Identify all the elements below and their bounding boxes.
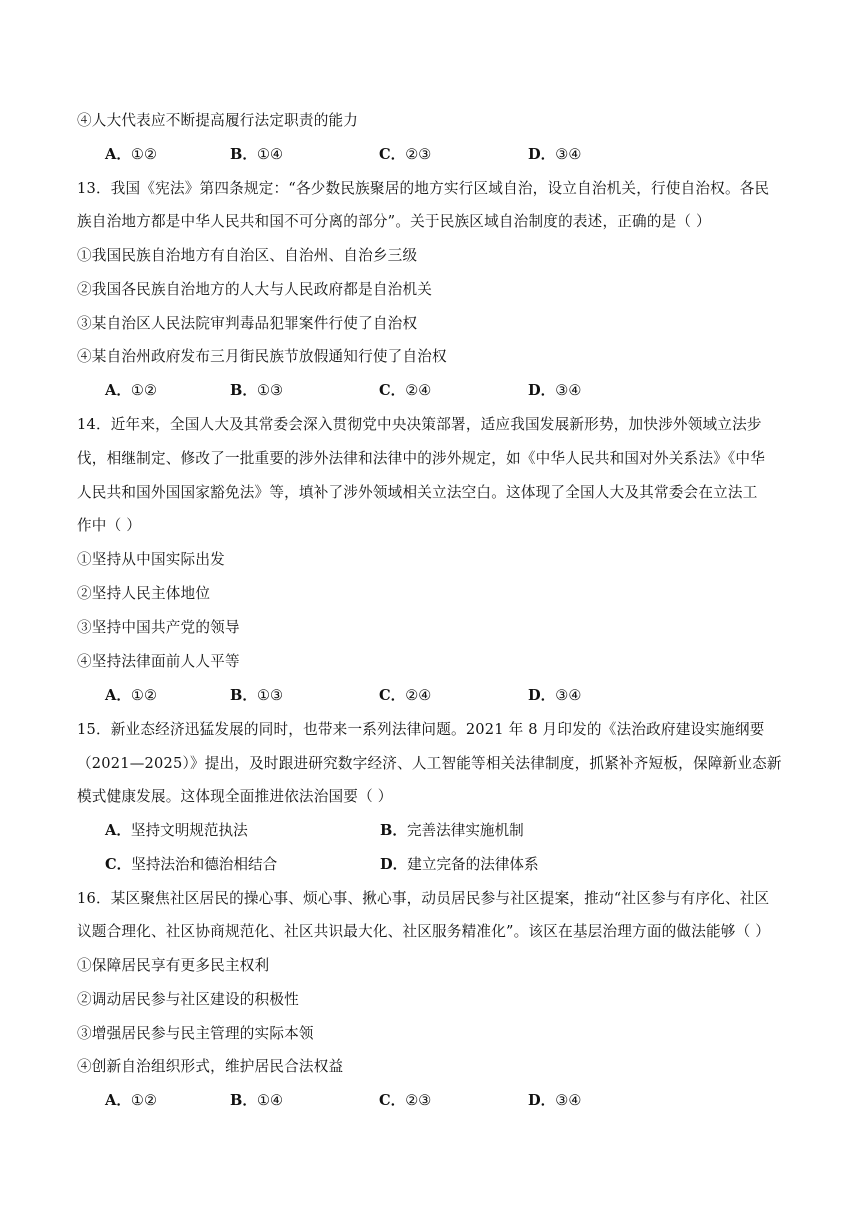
q13-option-d[interactable]: D．③④ — [528, 382, 582, 399]
q15-option-d[interactable]: D．建立完备的法律体系 — [380, 856, 539, 873]
q15-option-b[interactable]: B．完善法律实施机制 — [380, 822, 524, 839]
q16-statement-1: ①保障居民享有更多民主权利 — [77, 957, 270, 974]
q13-option-c[interactable]: C．②④ — [379, 382, 432, 399]
q15-stem-line-3: 模式健康发展。这体现全面推进依法治国要（ ） — [77, 788, 393, 805]
q14-option-d[interactable]: D．③④ — [528, 687, 582, 704]
q14-option-b[interactable]: B．①③ — [230, 687, 284, 704]
q13-statement-4: ④某自治州政府发布三月街民族节放假通知行使了自治权 — [77, 348, 447, 365]
q16-option-b[interactable]: B．①④ — [230, 1092, 284, 1109]
q16-statement-3: ③增强居民参与民主管理的实际本领 — [77, 1025, 314, 1042]
q14-statement-2: ②坚持人民主体地位 — [77, 585, 211, 602]
q13-stem-line-2: 族自治地方都是中华人民共和国不可分离的部分”。关于民族区域自治制度的表述，正确的是（ ） — [77, 213, 711, 230]
q14-option-c[interactable]: C．②④ — [379, 687, 432, 704]
q13-statement-1: ①我国民族自治地方有自治区、自治州、自治乡三级 — [77, 247, 418, 264]
q12-option-a[interactable]: A．①② — [105, 146, 158, 163]
q14-statement-3: ③坚持中国共产党的领导 — [77, 619, 240, 636]
q15-options-row-1 — [105, 821, 765, 841]
q15-option-a[interactable]: A．坚持文明规范执法 — [105, 822, 248, 839]
q12-option-c[interactable]: C．②③ — [379, 146, 432, 163]
q13-option-a[interactable]: A．①② — [105, 382, 158, 399]
q12-statement-4: ④人大代表应不断提高履行法定职责的能力 — [77, 112, 359, 129]
q14-statement-4: ④坚持法律面前人人平等 — [77, 653, 240, 670]
q15-option-c[interactable]: C．坚持法治和德治相结合 — [105, 856, 278, 873]
q13-statement-2: ②我国各民族自治地方的人大与人民政府都是自治机关 — [77, 281, 433, 298]
q14-statement-1: ①坚持从中国实际出发 — [77, 551, 225, 568]
q14-option-a[interactable]: A．①② — [105, 687, 158, 704]
q16-statement-2: ②调动居民参与社区建设的积极性 — [77, 991, 299, 1008]
q14-stem-line-2: 伐，相继制定、修改了一批重要的涉外法律和法律中的涉外规定，如《中华人民共和国对外关系法》《中华 — [77, 450, 766, 467]
q16-options — [105, 1091, 765, 1111]
q16-stem-line-2: 议题合理化、社区协商规范化、社区共识最大化、社区服务精准化”。该区在基层治理方面的做法能够（ ） — [77, 923, 771, 940]
q12-options — [105, 145, 765, 165]
q16-option-c[interactable]: C．②③ — [379, 1092, 432, 1109]
q15-options-row-2 — [105, 855, 765, 875]
q13-statement-3: ③某自治区人民法院审判毒品犯罪案件行使了自治权 — [77, 315, 418, 332]
q14-stem-line-1: 14．近年来，全国人大及其常委会深入贯彻党中央决策部署，适应我国发展新形势，加快涉外领域立法步 — [77, 416, 762, 433]
q12-option-d[interactable]: D．③④ — [528, 146, 582, 163]
q15-stem-line-2: （2021—2025）》提出，及时跟进研究数字经济、人工智能等相关法律制度，抓紧补齐短板，保障新业态新 — [77, 755, 782, 772]
q15-stem-line-1: 15．新业态经济迅猛发展的同时，也带来一系列法律问题。2021 年 8 月印发的《法治政府建设实施纲要 — [77, 721, 765, 738]
q13-options — [105, 381, 765, 401]
q16-option-a[interactable]: A．①② — [105, 1092, 158, 1109]
q14-stem-line-4: 作中（ ） — [77, 517, 142, 534]
q16-option-d[interactable]: D．③④ — [528, 1092, 582, 1109]
q14-options — [105, 686, 765, 706]
q16-stem-line-1: 16．某区聚焦社区居民的操心事、烦心事、揪心事，动员居民参与社区提案，推动“社区参与有序化、社区 — [77, 890, 770, 907]
q16-statement-4: ④创新自治组织形式，维护居民合法权益 — [77, 1058, 344, 1075]
q12-option-b[interactable]: B．①④ — [230, 146, 284, 163]
q14-stem-line-3: 人民共和国外国国家豁免法》等，填补了涉外领域相关立法空白。这体现了全国人大及其常委会在立法工 — [77, 484, 758, 501]
q13-stem-line-1: 13．我国《宪法》第四条规定：“各少数民族聚居的地方实行区域自治，设立自治机关，行使自治权。各民 — [77, 180, 770, 197]
q13-option-b[interactable]: B．①③ — [230, 382, 284, 399]
